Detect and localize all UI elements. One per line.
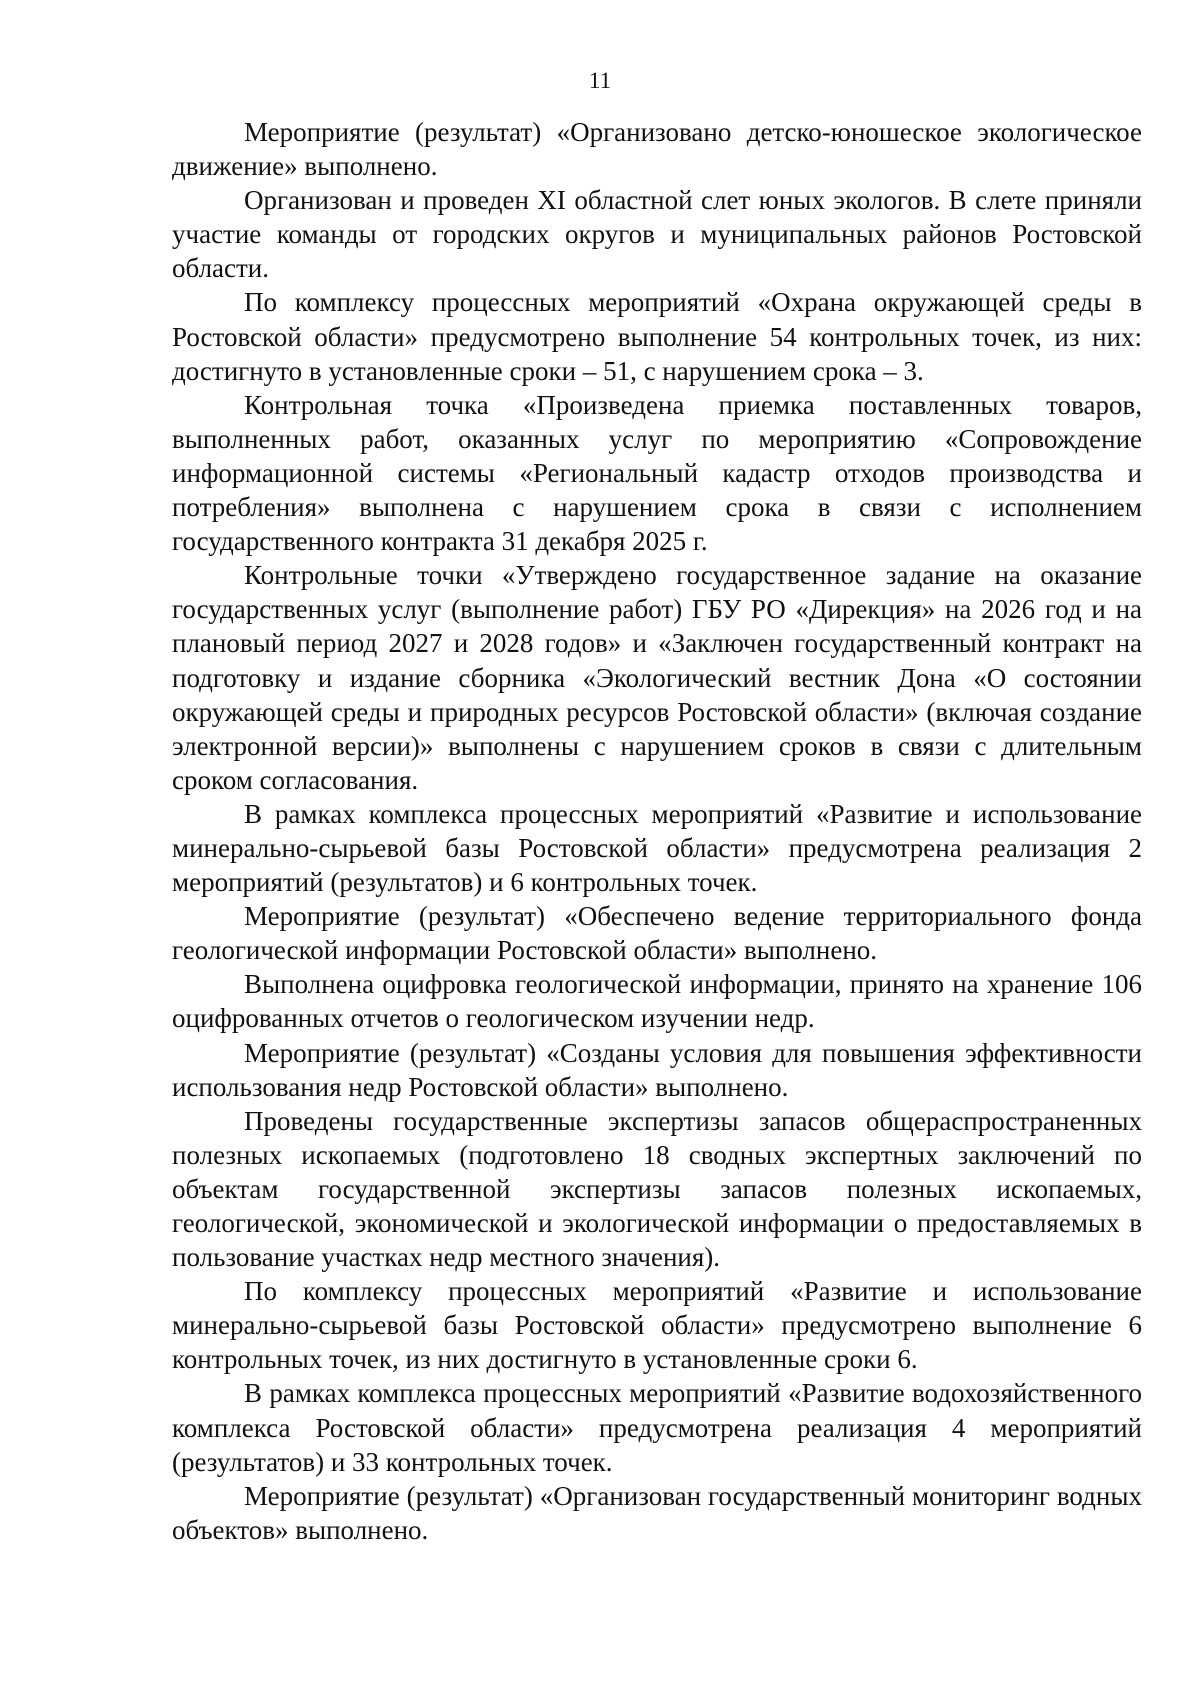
paragraph-9: Мероприятие (результат) «Созданы условия для повышения эффективности использования недр Ростовской области» выполнено. [172,1037,1142,1102]
paragraph-6: В рамках комплекса процессных мероприятий «Развитие и использование минерально-сырьевой базы Ростовской области» предусмотрена реализация 2 мероприятий (результатов) и 6 контрольных точек. [172,798,1142,898]
paragraph-13: Мероприятие (результат) «Организован государственный мониторинг водных объектов» выполнено. [172,1480,1142,1545]
paragraph-1: Мероприятие (результат) «Организовано детско-юношеское экологическое движение» выполнено. [172,117,1142,182]
paragraph-3: По комплексу процессных мероприятий «Охрана окружающей среды в Ростовской области» предусмотрено выполнение 54 контрольных точек, из них: достигнуто в установленные сроки – 51, с нарушением срока – 3. [172,287,1142,386]
document-body [172,115,1142,1547]
page-number: 11 [588,68,612,93]
paragraph-11: По комплексу процессных мероприятий «Развитие и использование минерально-сырьевой базы Ростовской области» предусмотрено выполнение 6 контрольных точек, из них достигнуто в установленные сроки 6. [172,1276,1142,1375]
paragraph-8: Выполнена оцифровка геологической информации, принято на хранение 106 оцифрованных отчетов о геологическом изучении недр. [172,969,1142,1034]
paragraph-2: Организован и проведен XI областной слет юных экологов. В слете приняли участие команды от городских округов и муниципальных районов Ростовской области. [172,185,1142,284]
paragraph-7: Мероприятие (результат) «Обеспечено ведение территориального фонда геологической информации Ростовской области» выполнено. [172,901,1142,966]
paragraph-4: Контрольная точка «Произведена приемка поставленных товаров, выполненных работ, оказанных услуг по мероприятию «Сопровождение информационной системы «Региональный кадастр отходов производства и потребления» выполнена с нарушением срока в связи с исполнением государственного контракта 31 декабря 2025 г. [172,389,1142,557]
paragraph-5: Контрольные точки «Утверждено государственное задание на оказание государственных услуг (выполнение работ) ГБУ РО «Дирекция» на 2026 год и на плановый период 2027 и 2028 годов» и «Заключен государственный контракт на подготовку и издание сборника «Экологический вестник Дона «О состоянии окружающей среды и природных ресурсов Ростовской области» (включая создание электронной версии)» выполнены с нарушением сроков в связи с длительным сроком согласования. [172,560,1142,795]
paragraph-10: Проведены государственные экспертизы запасов общераспространенных полезных ископаемых (подготовлено 18 сводных экспертных заключений по объектам государственной экспертизы запасов полезных ископаемых, геологической, экономической и экологической информации о предоставляемых в пользование участках недр местного значения). [172,1105,1142,1273]
paragraph-12: В рамках комплекса процессных мероприятий «Развитие водохозяйственного комплекса Ростовской области» предусмотрена реализация 4 мероприятий (результатов) и 33 контрольных точек. [172,1378,1142,1477]
